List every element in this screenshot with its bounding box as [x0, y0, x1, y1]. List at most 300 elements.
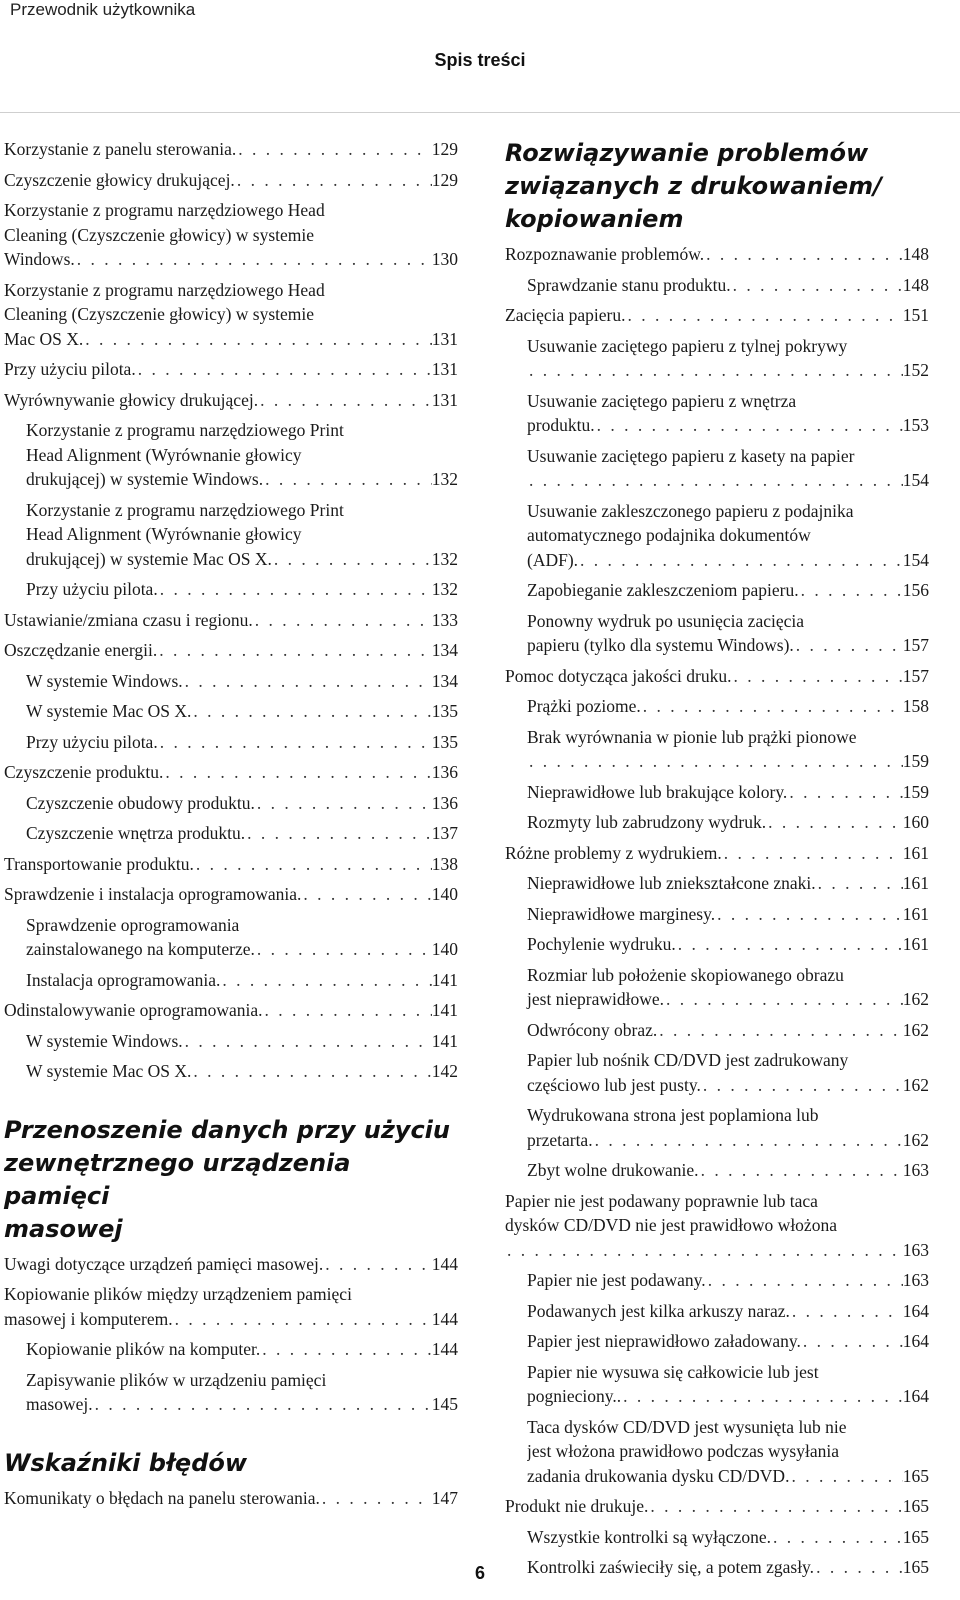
- toc-entry[interactable]: [4, 388, 458, 413]
- toc-entry-leader-row: [527, 749, 929, 774]
- toc-subentry[interactable]: [505, 932, 929, 957]
- toc-subentry[interactable]: [505, 902, 929, 927]
- toc-subentry[interactable]: [4, 669, 458, 694]
- toc-page-number: 140: [431, 884, 458, 904]
- toc-entry-leader-row: [26, 1029, 458, 1054]
- toc-subentry[interactable]: [4, 1337, 458, 1362]
- dot-leader: [787, 780, 902, 805]
- toc-page-number: 161: [902, 873, 929, 893]
- toc-entry[interactable]: [505, 664, 929, 689]
- toc-entry-leader-row: [4, 1252, 458, 1277]
- toc-entry-leader-row: [527, 871, 929, 896]
- toc-entry-title-line: Papier lub nośnik CD/DVD jest zadrukowany: [527, 1050, 849, 1070]
- toc-column-right: [505, 137, 929, 1586]
- toc-entry-leader-row: [4, 137, 458, 162]
- toc-entry-leader-row: [4, 357, 458, 382]
- toc-entry-leader-row: [527, 1128, 929, 1153]
- dot-leader: [641, 694, 903, 719]
- toc-page-number: 137: [431, 823, 458, 843]
- toc-entry[interactable]: [4, 1252, 458, 1277]
- toc-entry-leader-row: [4, 998, 458, 1023]
- dot-leader: [158, 730, 432, 755]
- toc-entry-title-line: Czyszczenie wnętrza produktu.: [26, 823, 246, 843]
- toc-entry-leader-row: [527, 633, 929, 658]
- toc-entry-title-line: Różne problemy z wydrukiem.: [505, 842, 722, 863]
- toc-subentry[interactable]: [4, 1059, 458, 1084]
- toc-entry-title-line: Papier jest nieprawidłowo załadowany.: [527, 1331, 801, 1351]
- toc-page-number: 147: [431, 1487, 458, 1508]
- dot-leader: [593, 1128, 903, 1153]
- toc-page-number: 162: [902, 1074, 929, 1095]
- dot-leader: [263, 998, 432, 1023]
- toc-page-number: 163: [902, 1160, 929, 1180]
- toc-entry-title-line: Ponowny wydruk po usunięcia zacięcia: [527, 610, 805, 631]
- toc-entry-title-line: Papier nie jest podawany.: [527, 1270, 706, 1290]
- toc-entry-leader-row: [4, 882, 458, 907]
- toc-entry-title-line: Windows.: [4, 249, 75, 269]
- section-heading-line: kopiowaniem: [505, 205, 684, 233]
- toc-entry-title-line: Cleaning (Czyszczenie głowicy) w systemie: [4, 304, 315, 324]
- toc-page-number: 157: [902, 665, 929, 686]
- toc-entry-leader-row: [4, 247, 458, 272]
- toc-entry-leader-row: [527, 578, 929, 603]
- toc-entry-leader-row: [527, 987, 929, 1012]
- toc-entry[interactable]: [4, 198, 458, 272]
- toc-subentry[interactable]: [505, 1299, 929, 1324]
- dot-leader: [706, 1268, 903, 1293]
- dot-leader: [771, 1525, 903, 1550]
- section-heading: [505, 137, 929, 236]
- dot-leader: [258, 388, 432, 413]
- toc-page-number: 162: [902, 1019, 929, 1040]
- dot-leader: [527, 358, 903, 383]
- toc-entry-title-line: Mac OS X.: [4, 328, 84, 349]
- toc-page-number: 135: [431, 731, 458, 752]
- dot-leader: [83, 327, 432, 352]
- toc-entry[interactable]: [505, 1189, 929, 1263]
- toc-subentry[interactable]: [505, 963, 929, 1012]
- toc-entry[interactable]: [4, 1486, 458, 1511]
- toc-entry-leader-row: [527, 413, 929, 438]
- toc-entry[interactable]: [505, 1494, 929, 1519]
- toc-page-number: 148: [902, 274, 929, 295]
- toc-entry-leader-row: [26, 968, 458, 993]
- toc-entry-leader-row: [26, 699, 458, 724]
- toc-page-number: 162: [902, 989, 929, 1009]
- dot-leader: [191, 1059, 431, 1084]
- toc-entry-title-line: zadania drukowania dysku CD/DVD.: [527, 1465, 790, 1486]
- dot-leader: [527, 468, 903, 493]
- toc-entry-leader-row: [4, 608, 458, 633]
- toc-entry-leader-row: [527, 1018, 929, 1043]
- toc-entry-title-line: Odinstalowywanie oprogramowania.: [4, 1000, 263, 1020]
- dot-leader: [699, 1158, 903, 1183]
- dot-leader: [621, 1384, 903, 1409]
- dot-leader: [701, 1073, 903, 1098]
- toc-page-number: 161: [902, 903, 929, 924]
- toc-entry-title-line: Wszystkie kontrolki są wyłączone.: [527, 1526, 771, 1547]
- toc-entry-leader-row: [527, 780, 929, 805]
- toc-subentry[interactable]: [4, 577, 458, 602]
- toc-page-number: 163: [902, 1270, 929, 1290]
- toc-subentry[interactable]: [505, 1048, 929, 1097]
- toc-entry-title-line: Nieprawidłowe lub brakujące kolory.: [527, 781, 788, 802]
- toc-entry-title-line: Papier nie jest podawany poprawnie lub taca: [505, 1190, 818, 1211]
- toc-subentry[interactable]: [505, 1525, 929, 1550]
- toc-page-number: 159: [902, 781, 929, 802]
- dot-leader: [245, 821, 432, 846]
- toc-entry-title-line: Uwagi dotyczące urządzeń pamięci masowej.: [4, 1253, 324, 1274]
- dot-leader: [766, 810, 903, 835]
- toc-subentry[interactable]: [4, 1368, 458, 1417]
- toc-entry[interactable]: [4, 760, 458, 785]
- toc-page-number: 141: [431, 1030, 458, 1051]
- toc-entry[interactable]: [4, 998, 458, 1023]
- dot-leader: [657, 1018, 903, 1043]
- toc-subentry[interactable]: [505, 1103, 929, 1152]
- dot-leader: [301, 882, 431, 907]
- toc-entry-title-line: Usuwanie zaciętego papieru z kasety na papier: [527, 445, 855, 466]
- toc-page-number: 134: [431, 670, 458, 691]
- toc-subentry[interactable]: [505, 1329, 929, 1354]
- toc-page-number: 165: [902, 1526, 929, 1547]
- dot-leader: [731, 664, 902, 689]
- dot-leader: [183, 669, 432, 694]
- dot-leader: [183, 1029, 432, 1054]
- toc-entry-leader-row: [26, 791, 458, 816]
- toc-subentry[interactable]: [505, 1268, 929, 1293]
- toc-subentry[interactable]: [505, 499, 929, 573]
- dot-leader: [158, 577, 432, 602]
- toc-entry-leader-row: [4, 1486, 458, 1511]
- dot-leader: [505, 1238, 903, 1263]
- toc-entry-leader-row: [4, 1307, 458, 1332]
- toc-entry[interactable]: [4, 882, 458, 907]
- dot-leader: [595, 413, 903, 438]
- toc-entry-title-line: Usuwanie zakleszczonego papieru z podajnika: [527, 500, 854, 521]
- toc-page-number: 144: [431, 1253, 458, 1274]
- toc-entry-title-line: zainstalowanego na komputerze.: [26, 939, 255, 959]
- dot-leader: [194, 852, 432, 877]
- toc-entry-title-line: Czyszczenie produktu.: [4, 762, 164, 782]
- dot-leader: [789, 1464, 902, 1489]
- toc-entry-leader-row: [4, 760, 458, 785]
- dot-leader: [173, 1307, 432, 1332]
- section-heading: [4, 1447, 458, 1480]
- toc-subentry[interactable]: [505, 609, 929, 658]
- dot-leader: [320, 1486, 432, 1511]
- toc-entry-leader-row: [527, 273, 929, 298]
- toc-page-number: 133: [431, 609, 458, 630]
- toc-entry-leader-row: [26, 1392, 458, 1417]
- toc-page-number: 164: [902, 1300, 929, 1321]
- toc-entry-leader-row: [527, 810, 929, 835]
- toc-subentry[interactable]: [505, 444, 929, 493]
- toc-entry-title-line: Papier nie wysuwa się całkowicie lub jest: [527, 1361, 819, 1382]
- toc-entry-title-line: Zapisywanie plików w urządzeniu pamięci: [26, 1369, 327, 1390]
- toc-page-number: 154: [902, 549, 929, 570]
- dot-leader: [253, 608, 432, 633]
- toc-entry-leader-row: [527, 468, 929, 493]
- toc-entry-leader-row: [26, 730, 458, 755]
- toc-page-number: 131: [431, 389, 458, 410]
- dot-leader: [272, 547, 432, 572]
- toc-entry-title-line: przetarta.: [527, 1129, 593, 1150]
- toc-entry-title-line: jest włożona prawidłowo podczas wysyłania: [527, 1441, 840, 1461]
- toc-entry[interactable]: [4, 168, 458, 193]
- toc-entry-title-line: Instalacja oprogramowania.: [26, 969, 221, 990]
- toc-page-number: 165: [902, 1496, 929, 1516]
- section-heading-line: masowej: [4, 1214, 123, 1243]
- toc-entry-leader-row: [4, 327, 458, 352]
- toc-page-number: 131: [431, 328, 458, 349]
- toc-entry-title-line: Oszczędzanie energii.: [4, 640, 158, 660]
- toc-entry-leader-row: [4, 388, 458, 413]
- section-heading-line: zewnętrznego urządzenia pamięci: [4, 1148, 351, 1210]
- toc-entry-leader-row: [26, 1337, 458, 1362]
- toc-page-number: 135: [431, 701, 458, 721]
- toc-page-number: 140: [431, 939, 458, 959]
- toc-page-number: 141: [431, 1000, 458, 1020]
- toc-entry-title-line: dysków CD/DVD nie jest prawidłowo włożona: [505, 1215, 837, 1235]
- toc-page-number: 144: [431, 1308, 458, 1329]
- toc-entry-title-line: drukującej) w systemie Mac OS X.: [26, 548, 272, 569]
- toc-entry-leader-row: [26, 547, 458, 572]
- toc-entry-leader-row: [4, 168, 458, 193]
- toc-column-left: [4, 137, 458, 1516]
- toc-page-number: 160: [902, 812, 929, 832]
- toc-entry-leader-row: [505, 664, 929, 689]
- toc-entry-title-line: Cleaning (Czyszczenie głowicy) w systemie: [4, 224, 315, 245]
- toc-entry-title-line: drukującej) w systemie Windows.: [26, 469, 264, 489]
- toc-subentry[interactable]: [505, 273, 929, 298]
- toc-page-number: 132: [431, 469, 458, 489]
- header-divider: [0, 112, 960, 113]
- dot-leader: [263, 467, 432, 492]
- toc-entry-title-line: Zapobieganie zakleszczeniom papieru.: [527, 580, 799, 600]
- toc-entry-leader-row: [26, 467, 458, 492]
- toc-entry-title-line: Wyrównywanie głowicy drukującej.: [4, 389, 259, 410]
- section-heading-line: związanych z drukowaniem/: [505, 172, 882, 200]
- toc-subentry[interactable]: [505, 1158, 929, 1183]
- toc-entry-title-line: (ADF).: [527, 549, 579, 570]
- toc-title: Spis treści: [434, 50, 526, 70]
- dot-leader: [255, 791, 432, 816]
- toc-subentry[interactable]: [4, 968, 458, 993]
- toc-entry-leader-row: [505, 1238, 929, 1263]
- toc-entry-title-line: Zbyt wolne drukowanie.: [527, 1160, 699, 1180]
- toc-entry-title-line: Przy użyciu pilota.: [4, 359, 136, 379]
- toc-entry-title-line: Odwrócony obraz.: [527, 1019, 658, 1040]
- toc-entry-title-line: Rozmyty lub zabrudzony wydruk.: [527, 812, 767, 832]
- toc-entry-title-line: Pomoc dotycząca jakości druku.: [505, 665, 732, 686]
- dot-leader: [704, 242, 903, 267]
- page-number: 6: [474, 1563, 485, 1583]
- toc-entry[interactable]: [4, 357, 458, 382]
- dot-leader: [255, 937, 432, 962]
- section-heading: [4, 1114, 458, 1246]
- toc-entry-title-line: Sprawdzanie stanu produktu.: [527, 274, 731, 295]
- dot-leader: [163, 760, 431, 785]
- toc-entry-title-line: Przy użyciu pilota.: [26, 731, 158, 752]
- toc-subentry[interactable]: [505, 1415, 929, 1489]
- toc-entry-title-line: W systemie Windows.: [26, 1030, 183, 1051]
- document-title: Przewodnik użytkownika: [10, 0, 196, 19]
- dot-leader: [578, 548, 903, 573]
- toc-entry-title-line: jest nieprawidłowe.: [527, 989, 665, 1009]
- toc-entry[interactable]: [4, 608, 458, 633]
- toc-subentry[interactable]: [505, 780, 929, 805]
- toc-entry[interactable]: [4, 1282, 458, 1331]
- dot-leader: [220, 968, 431, 993]
- toc-entry-title-line: Korzystanie z programu narzędziowego Head: [4, 200, 325, 220]
- toc-entry[interactable]: [4, 278, 458, 352]
- toc-entry-title-line: Transportowanie produktu.: [4, 853, 194, 874]
- toc-entry-title-line: Head Alignment (Wyrównanie głowicy: [26, 444, 302, 465]
- toc-page-number: 148: [902, 244, 929, 264]
- toc-entry-leader-row: [527, 1268, 929, 1293]
- toc-entry-title-line: Nieprawidłowe marginesy.: [527, 903, 716, 924]
- toc-page-number: 132: [431, 579, 458, 599]
- toc-entry-title-line: masowej.: [26, 1394, 93, 1414]
- dot-leader: [648, 1494, 902, 1519]
- dot-leader: [75, 247, 432, 272]
- toc-entry-leader-row: [26, 577, 458, 602]
- toc-subentry[interactable]: [505, 389, 929, 438]
- toc-entry[interactable]: [4, 638, 458, 663]
- toc-entry[interactable]: [505, 841, 929, 866]
- dot-leader: [191, 699, 431, 724]
- toc-page-number: 142: [431, 1061, 458, 1081]
- dot-leader: [93, 1392, 432, 1417]
- toc-page-number: 165: [902, 1557, 929, 1577]
- toc-page-number: 164: [902, 1331, 929, 1351]
- toc-page-number: 134: [431, 640, 458, 660]
- toc-subentry[interactable]: [505, 694, 929, 719]
- dot-leader: [794, 633, 903, 658]
- dot-leader: [790, 1299, 903, 1324]
- toc-entry-leader-row: [505, 242, 929, 267]
- toc-entry[interactable]: [505, 303, 929, 328]
- toc-entry-title-line: Podawanych jest kilka arkuszy naraz.: [527, 1300, 790, 1321]
- dot-leader: [236, 137, 431, 162]
- toc-page-number: 130: [431, 249, 458, 269]
- toc-entry-title-line: Korzystanie z programu narzędziowego Print: [26, 420, 344, 440]
- toc-entry-title-line: Przy użyciu pilota.: [26, 579, 158, 599]
- toc-subentry[interactable]: [505, 334, 929, 383]
- toc-subentry[interactable]: [4, 730, 458, 755]
- toc-page-number: 131: [431, 359, 458, 379]
- dot-leader: [664, 987, 903, 1012]
- toc-page-number: 138: [431, 853, 458, 874]
- dot-leader: [527, 749, 903, 774]
- dot-leader: [799, 578, 903, 603]
- toc-page-number: 159: [902, 751, 929, 771]
- toc-entry-leader-row: [527, 548, 929, 573]
- toc-entry-title-line: W systemie Mac OS X.: [26, 1061, 192, 1081]
- toc-page-number: 161: [902, 934, 929, 954]
- toc-subentry[interactable]: [505, 871, 929, 896]
- toc-entry-title-line: częściowo lub jest pusty.: [527, 1074, 701, 1095]
- toc-entry-title-line: Czyszczenie obudowy produktu.: [26, 792, 255, 813]
- toc-entry-leader-row: [527, 1464, 929, 1489]
- toc-entry-title-line: W systemie Mac OS X.: [26, 701, 192, 721]
- toc-entry[interactable]: [4, 137, 458, 162]
- toc-subentry[interactable]: [4, 1029, 458, 1054]
- toc-entry-title-line: Kopiowanie plików między urządzeniem pamięci: [4, 1284, 352, 1304]
- toc-entry-title-line: Korzystanie z programu narzędziowego Head: [4, 279, 325, 300]
- toc-entry-title-line: W systemie Windows.: [26, 670, 183, 691]
- toc-entry-title-line: papieru (tylko dla systemu Windows).: [527, 635, 794, 655]
- toc-entry-title-line: Rozpoznawanie problemów.: [505, 244, 705, 264]
- toc-subentry[interactable]: [505, 1018, 929, 1043]
- toc-entry-leader-row: [26, 821, 458, 846]
- toc-entry-title-line: Komunikaty o błędach na panelu sterowania.: [4, 1487, 320, 1508]
- toc-page-number: 163: [902, 1239, 929, 1260]
- section-heading-line: Rozwiązywanie problemów: [505, 139, 869, 167]
- toc-page-number: 157: [902, 635, 929, 655]
- toc-entry-leader-row: [505, 841, 929, 866]
- toc-subentry[interactable]: [505, 1360, 929, 1409]
- toc-page-number: 162: [902, 1129, 929, 1150]
- toc-subentry[interactable]: [505, 578, 929, 603]
- toc-entry-leader-row: [527, 1158, 929, 1183]
- toc-page-number: 156: [902, 580, 929, 600]
- toc-subentry[interactable]: [505, 725, 929, 774]
- toc-entry-title-line: masowej i komputerem.: [4, 1308, 173, 1329]
- toc-page-number: 141: [431, 969, 458, 990]
- toc-entry-leader-row: [527, 1073, 929, 1098]
- toc-entry-title-line: Korzystanie z panelu sterowania.: [4, 139, 237, 159]
- toc-entry-title-line: pognieciony..: [527, 1386, 622, 1406]
- toc-entry-title-line: Brak wyrównania w pionie lub prążki pionowe: [527, 726, 857, 747]
- toc-entry-title-line: Rozmiar lub położenie skopiowanego obrazu: [527, 964, 844, 985]
- toc-entry-leader-row: [26, 669, 458, 694]
- toc-entry[interactable]: [505, 242, 929, 267]
- toc-entry-leader-row: [527, 902, 929, 927]
- toc-entry-leader-row: [4, 638, 458, 663]
- dot-leader: [136, 357, 432, 382]
- toc-entry[interactable]: [4, 852, 458, 877]
- toc-page-number: 154: [902, 470, 929, 490]
- toc-page-number: 136: [431, 792, 458, 813]
- toc-subentry[interactable]: [4, 418, 458, 492]
- toc-subentry[interactable]: [4, 913, 458, 962]
- toc-page-number: 161: [902, 842, 929, 863]
- toc-subentry[interactable]: [505, 810, 929, 835]
- toc-subentry[interactable]: [4, 699, 458, 724]
- dot-leader: [801, 1329, 903, 1354]
- toc-page-number: 151: [902, 305, 929, 325]
- toc-entry-title-line: Wydrukowana strona jest poplamiona lub: [527, 1105, 819, 1125]
- toc-entry-title-line: Usuwanie zaciętego papieru z wnętrza: [527, 390, 797, 411]
- dot-leader: [625, 303, 902, 328]
- toc-page-number: 165: [902, 1465, 929, 1486]
- dot-leader: [260, 1337, 431, 1362]
- toc-entry-leader-row: [527, 1329, 929, 1354]
- toc-entry-title-line: produktu.: [527, 415, 595, 435]
- dot-leader: [816, 871, 903, 896]
- toc-subentry[interactable]: [4, 821, 458, 846]
- section-heading-line: Przenoszenie danych przy użyciu: [4, 1115, 450, 1144]
- toc-page-number: 153: [902, 415, 929, 435]
- toc-entry-title-line: Czyszczenie głowicy drukującej.: [4, 169, 235, 190]
- toc-entry-leader-row: [527, 1525, 929, 1550]
- toc-subentry[interactable]: [4, 791, 458, 816]
- toc-entry-leader-row: [527, 1384, 929, 1409]
- toc-subentry[interactable]: [4, 498, 458, 572]
- toc-entry-leader-row: [505, 303, 929, 328]
